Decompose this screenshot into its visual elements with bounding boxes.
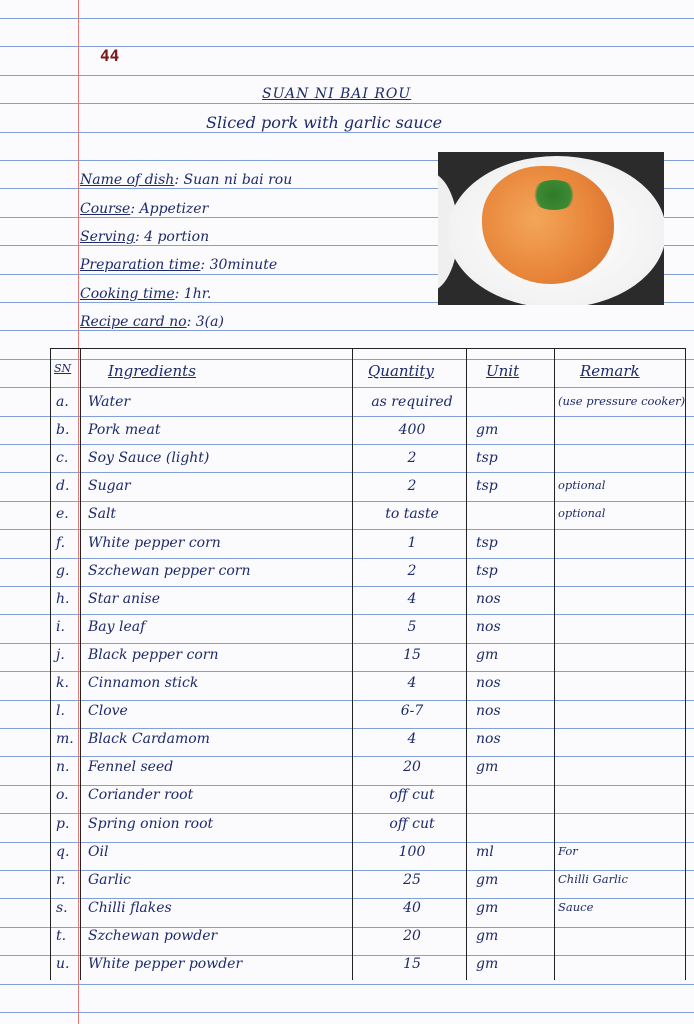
row-ingredient: Sugar (88, 478, 131, 494)
row-sn: d. (56, 478, 70, 494)
row-ingredient: Spring onion root (88, 816, 214, 832)
table-row (50, 842, 686, 870)
info-label: Serving (80, 229, 135, 245)
row-sn: r. (56, 872, 66, 888)
table-row (50, 701, 686, 729)
row-sn: s. (56, 900, 68, 916)
row-unit: nos (476, 731, 501, 747)
table-top-border (50, 348, 686, 349)
info-preparation-time (80, 257, 277, 273)
row-unit: gm (476, 900, 499, 916)
info-value: : Appetizer (130, 201, 209, 217)
row-unit: gm (476, 928, 499, 944)
row-sn: k. (56, 675, 69, 691)
row-sn: m. (56, 731, 74, 747)
row-quantity: off cut (389, 787, 435, 803)
table-row (50, 729, 686, 757)
ruled-line (0, 132, 694, 133)
row-sn: h. (56, 591, 70, 607)
table-row (50, 589, 686, 617)
row-unit: gm (476, 422, 499, 438)
table-row (50, 561, 686, 589)
row-quantity: 40 (403, 900, 421, 916)
info-label: Preparation time (80, 257, 201, 273)
row-quantity: 100 (398, 844, 426, 860)
ruled-line (0, 75, 694, 76)
row-unit: nos (476, 703, 501, 719)
row-sn: f. (56, 535, 66, 551)
row-quantity: 15 (403, 956, 421, 972)
row-quantity: 4 (407, 731, 417, 747)
row-unit: gm (476, 956, 499, 972)
row-quantity: as required (371, 394, 453, 410)
row-ingredient: Water (88, 394, 131, 410)
row-remark: optional (558, 506, 606, 520)
row-sn: g. (56, 563, 70, 579)
info-value: : Suan ni bai rou (174, 172, 293, 188)
table-row (50, 926, 686, 954)
row-unit: tsp (476, 478, 498, 494)
row-ingredient: Cinnamon stick (88, 675, 199, 691)
table-row (50, 420, 686, 448)
row-quantity: 20 (403, 928, 421, 944)
row-unit: tsp (476, 535, 498, 551)
row-ingredient: White pepper powder (88, 956, 243, 972)
table-row (50, 448, 686, 476)
row-quantity: 2 (407, 450, 417, 466)
table-row (50, 757, 686, 785)
row-unit: nos (476, 591, 501, 607)
row-quantity: 6-7 (400, 703, 424, 719)
row-quantity: 2 (407, 478, 417, 494)
table-row (50, 954, 686, 982)
info-value: : 3(a) (186, 314, 224, 330)
header-quantity: Quantity (368, 362, 434, 380)
row-ingredient: Salt (88, 506, 117, 522)
row-quantity: off cut (389, 816, 435, 832)
row-sn: c. (56, 450, 69, 466)
row-ingredient: Coriander root (88, 787, 194, 803)
row-unit: tsp (476, 563, 498, 579)
info-label: Recipe card no (80, 314, 187, 330)
row-quantity: to taste (385, 506, 439, 522)
ruled-line (0, 1012, 694, 1013)
row-ingredient: Oil (88, 844, 109, 860)
row-ingredient: Fennel seed (88, 759, 174, 775)
herb-garnish (530, 180, 578, 210)
dish-photo (438, 152, 664, 305)
row-sn: b. (56, 422, 70, 438)
row-quantity: 25 (403, 872, 421, 888)
row-ingredient: Szchewan powder (88, 928, 218, 944)
table-row (50, 814, 686, 842)
row-sn: p. (56, 816, 70, 832)
row-remark: optional (558, 478, 606, 492)
row-ingredient: Bay leaf (88, 619, 146, 635)
row-ingredient: Pork meat (88, 422, 161, 438)
table-row (50, 785, 686, 813)
table-row (50, 476, 686, 504)
row-ingredient: Black pepper corn (88, 647, 219, 663)
row-ingredient: White pepper corn (88, 535, 221, 551)
table-row (50, 898, 686, 926)
row-sn: j. (56, 647, 65, 663)
row-ingredient: Szchewan pepper corn (88, 563, 251, 579)
row-sn: q. (56, 844, 70, 860)
row-remark: (use pressure cooker) (558, 394, 686, 408)
row-ingredient: Soy Sauce (light) (88, 450, 210, 466)
page-number: 44 (100, 46, 120, 65)
row-ingredient: Star anise (88, 591, 161, 607)
table-row (50, 870, 686, 898)
ingredients-table (50, 348, 686, 980)
recipe-subtitle: Sliced pork with garlic sauce (206, 113, 443, 132)
table-row (50, 645, 686, 673)
header-ingredients: Ingredients (108, 362, 196, 380)
row-ingredient: Chilli flakes (88, 900, 172, 916)
row-sn: n. (56, 759, 70, 775)
ruled-line (0, 18, 694, 19)
info-cooking-time (80, 286, 211, 302)
info-serving (80, 229, 209, 245)
header-sn: SN (54, 362, 72, 375)
row-unit: tsp (476, 450, 498, 466)
row-unit: nos (476, 675, 501, 691)
table-row (50, 617, 686, 645)
row-quantity: 2 (407, 563, 417, 579)
info-label: Cooking time (80, 286, 175, 302)
table-row (50, 392, 686, 420)
header-remark: Remark (580, 362, 640, 380)
info-dish-name (80, 172, 292, 188)
recipe-title: SUAN NI BAI ROU (262, 86, 412, 102)
row-quantity: 4 (407, 675, 417, 691)
row-remark: For (558, 844, 578, 858)
row-quantity: 15 (403, 647, 421, 663)
row-ingredient: Black Cardamom (88, 731, 210, 747)
row-unit: gm (476, 647, 499, 663)
info-value: : 30minute (200, 257, 278, 273)
row-unit: gm (476, 759, 499, 775)
table-row (50, 533, 686, 561)
table-row (50, 673, 686, 701)
info-recipe-card-no (80, 314, 224, 330)
row-sn: u. (56, 956, 70, 972)
row-quantity: 1 (407, 535, 417, 551)
row-unit: nos (476, 619, 501, 635)
info-value: : 4 portion (134, 229, 210, 245)
info-value: : 1hr. (174, 286, 212, 302)
row-sn: o. (56, 787, 69, 803)
row-sn: e. (56, 506, 69, 522)
row-unit: gm (476, 872, 499, 888)
ruled-line (0, 984, 694, 985)
row-quantity: 400 (398, 422, 426, 438)
info-course (80, 201, 208, 217)
row-remark: Chilli Garlic (558, 872, 628, 886)
info-label: Course (80, 201, 131, 217)
row-quantity: 4 (407, 591, 417, 607)
ruled-line (0, 330, 694, 331)
row-remark: Sauce (558, 900, 594, 914)
row-quantity: 5 (407, 619, 417, 635)
row-ingredient: Clove (88, 703, 128, 719)
row-sn: i. (56, 619, 65, 635)
info-label: Name of dish (80, 172, 175, 188)
ruled-line (0, 103, 694, 104)
row-quantity: 20 (403, 759, 421, 775)
header-unit: Unit (486, 362, 520, 380)
row-sn: a. (56, 394, 69, 410)
table-row (50, 504, 686, 532)
row-ingredient: Garlic (88, 872, 132, 888)
row-sn: l. (56, 703, 65, 719)
row-unit: ml (476, 844, 494, 860)
row-sn: t. (56, 928, 67, 944)
